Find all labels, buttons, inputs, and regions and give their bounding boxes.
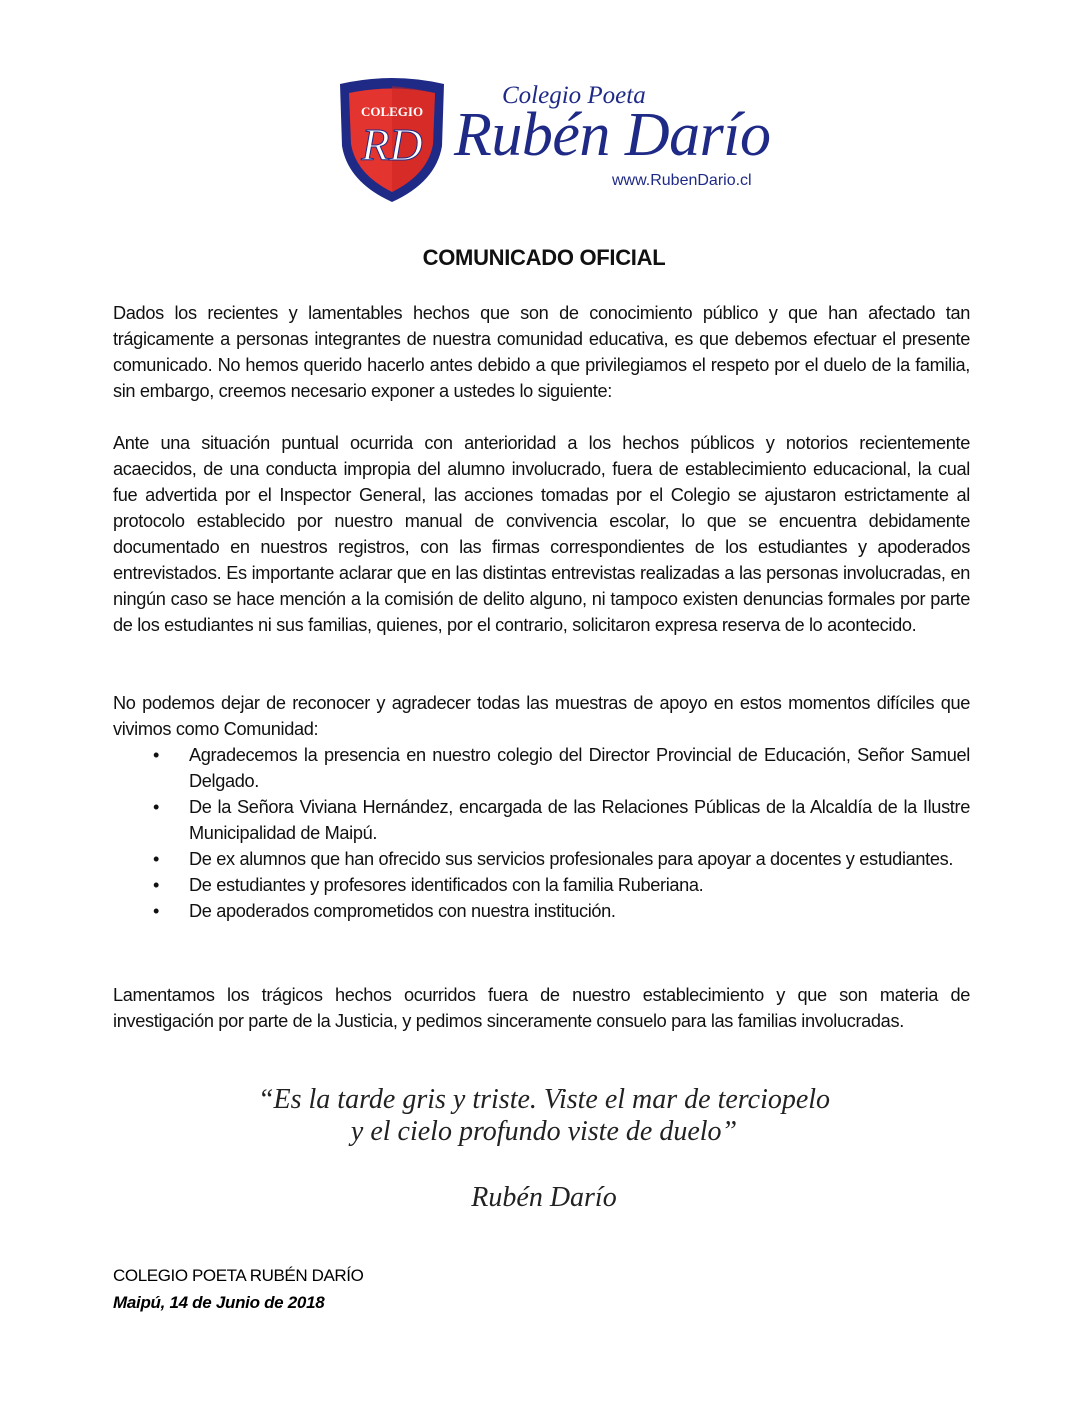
list-item xyxy=(113,846,970,872)
quote-author: Rubén Darío xyxy=(471,1182,617,1213)
shield-text: COLEGIO xyxy=(360,104,424,119)
logo-name: Rubén Darío xyxy=(454,101,771,169)
bullet-icon: • xyxy=(153,875,160,895)
school-logo xyxy=(336,76,796,206)
list-item-text: De ex alumnos que han ofrecido sus servicios profesionales para apoyar a docentes y estudiantes. xyxy=(189,849,954,869)
paragraph-situation: Ante una situación puntual ocurrida con anterioridad a los hechos públicos y notorios recientemente acaecidos, de una conducta impropia del alumno involucrado, fuera de establecimiento educacional, la cual fue advertida por el Inspector General, las acciones tomadas por el Colegio se ajustaron estrictamente al protocolo establecido por nuestro manual de convivencia escolar, lo que se encuentra debidamente documentado en nuestros registros, con las firmas correspondientes de los estudiantes y apoderados entrevistados. Es importante aclarar que en las distintas entrevistas realizadas a las personas involucradas, en ningún caso se hace mención a la comisión de delito alguno, ni tampoco existen denuncias formales por parte de los estudiantes ni sus familias, quienes, por el contrario, solicitaron expresa reserva de lo acontecido. xyxy=(113,433,970,635)
logo-url: www.RubenDario.cl xyxy=(612,172,752,189)
paragraph-intro: Dados los recientes y lamentables hechos que son de conocimiento público y que han afectado tan trágicamente a personas integrantes de nuestra comunidad educativa, es que debemos efectuar el presente comunicado. No hemos querido hacerlo antes debido a que privilegiamos el respeto por el duelo de la familia, sin embargo, creemos necesario exponer a ustedes lo siguiente: xyxy=(113,303,970,401)
quote-line: “Es la tarde gris y triste. Viste el mar de terciopelo xyxy=(257,1084,831,1115)
shield-initials: RD xyxy=(361,119,423,170)
list-item xyxy=(113,794,970,846)
thanks-list xyxy=(113,742,970,924)
bullet-icon: • xyxy=(153,901,160,921)
list-item-text: De estudiantes y profesores identificados con la familia Ruberiana. xyxy=(189,875,704,895)
bullet-icon: • xyxy=(153,797,160,817)
paragraph-thanks: No podemos dejar de reconocer y agradecer todas las muestras de apoyo en estos momentos difíciles que vivimos como Comunidad: xyxy=(113,693,970,739)
list-item-text: De la Señora Viviana Hernández, encargada de las Relaciones Públicas de la Alcaldía de la Ilustre Municipalidad de Maipú. xyxy=(189,797,970,843)
logo-subtitle: Colegio Poeta xyxy=(502,82,646,109)
bullet-icon: • xyxy=(153,745,160,765)
quote-line: y el cielo profundo viste de duelo” xyxy=(350,1116,738,1147)
paragraph-closing: Lamentamos los trágicos hechos ocurridos fuera de nuestro establecimiento y que son materia de investigación por parte de la Justicia, y pedimos sinceramente consuelo para las familias involucradas. xyxy=(113,985,970,1031)
document-title: COMUNICADO OFICIAL xyxy=(422,245,666,270)
list-item-text: De apoderados comprometidos con nuestra institución. xyxy=(189,901,616,921)
poem-quote xyxy=(0,1084,1088,1148)
bullet-icon: • xyxy=(153,849,160,869)
list-item xyxy=(113,898,970,924)
signature-name: COLEGIO POETA RUBÉN DARÍO xyxy=(113,1266,364,1285)
list-item xyxy=(113,872,970,898)
list-item xyxy=(113,742,970,794)
signature-date: Maipú, 14 de Junio de 2018 xyxy=(113,1293,325,1312)
shield-crest-icon xyxy=(336,76,448,204)
list-item-text: Agradecemos la presencia en nuestro colegio del Director Provincial de Educación, Señor Samuel Delgado. xyxy=(189,745,970,791)
